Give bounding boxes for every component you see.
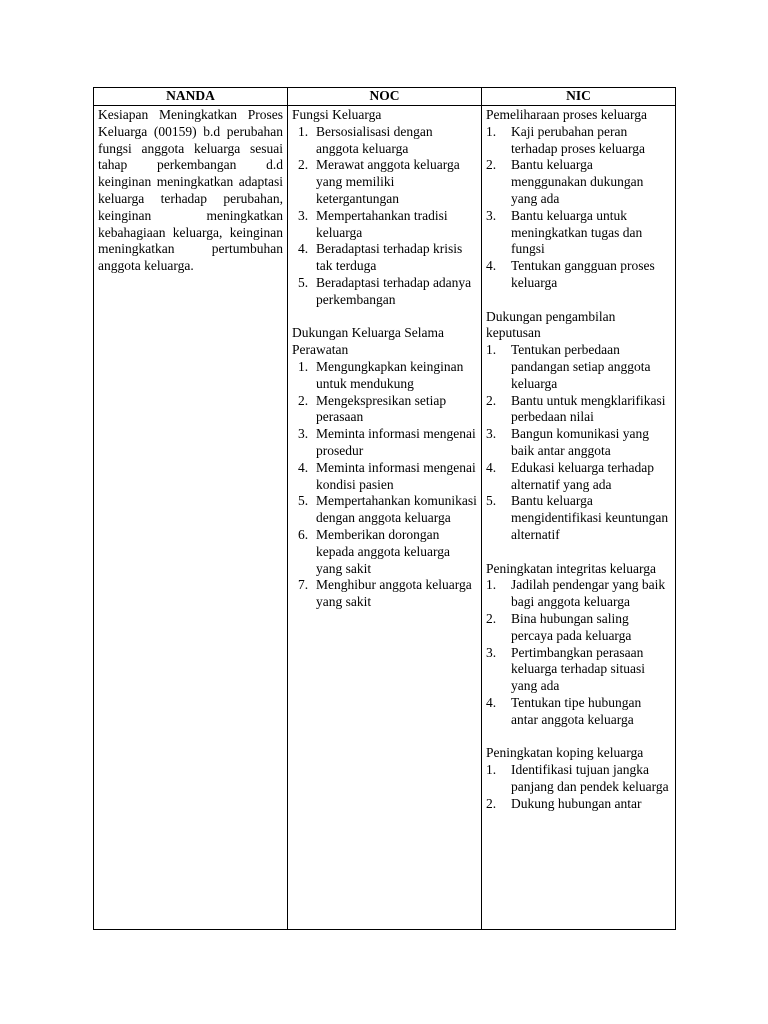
- nic-section-title: Dukungan pengambilan keputusan: [486, 308, 616, 341]
- nic-list-item: [486, 342, 671, 392]
- nic-item-number: 2.: [486, 795, 497, 811]
- header-nic: NIC: [482, 88, 676, 106]
- noc-item-text: Memberikan dorongan kepada anggota keluarga yang sakit: [316, 526, 450, 576]
- noc-item-number: 2.: [298, 157, 309, 173]
- noc-item-text: Meminta informasi mengenai kondisi pasien: [316, 459, 476, 492]
- noc-list-item: [292, 241, 477, 275]
- nic-item-number: 1.: [486, 342, 497, 358]
- nic-item-list: [486, 762, 671, 812]
- noc-list-item: [292, 359, 477, 393]
- nic-list-item: [486, 124, 671, 158]
- noc-item-number: 4.: [298, 459, 309, 475]
- noc-item-number: 5.: [298, 274, 309, 290]
- nic-item-text: Bangun komunikasi yang baik antar anggota: [511, 426, 649, 458]
- nic-item-text: Kaji perubahan peran terhadap proses keluarga: [511, 123, 645, 156]
- noc-item-text: Mengekspresikan setiap perasaan: [316, 392, 447, 425]
- noc-list-item: [292, 275, 477, 309]
- nic-item-text: Tentukan tipe hubungan antar anggota keluarga: [511, 694, 642, 727]
- nic-section-title: Peningkatan koping keluarga: [486, 745, 644, 761]
- nic-item-text: Identifikasi tujuan jangka panjang dan pendek keluarga: [511, 762, 669, 794]
- nic-sections: [486, 107, 671, 812]
- noc-item-number: 7.: [298, 577, 309, 593]
- nic-section-spacer: [486, 728, 671, 745]
- nic-item-number: 4.: [486, 258, 497, 274]
- nic-list-item: [486, 393, 671, 427]
- noc-item-text: Beradaptasi terhadap adanya perkembangan: [316, 274, 472, 307]
- nic-section: [486, 745, 671, 812]
- nic-section: [486, 107, 671, 292]
- noc-section: [292, 107, 477, 309]
- noc-item-list: [292, 124, 477, 309]
- nic-cell: [482, 106, 676, 930]
- nic-list-item: [486, 493, 671, 543]
- nic-list-item: [486, 695, 671, 729]
- nic-list-item: [486, 258, 671, 292]
- noc-item-text: Mempertahankan tradisi keluarga: [316, 207, 448, 240]
- nic-list-item: [486, 762, 671, 796]
- noc-list-item: [292, 208, 477, 242]
- nic-item-list: [486, 124, 671, 292]
- noc-item-number: 3.: [298, 426, 309, 442]
- nic-item-text: Tentukan perbedaan pandangan setiap anggota keluarga: [511, 342, 651, 391]
- noc-item-number: 3.: [298, 207, 309, 223]
- nic-item-number: 4.: [486, 459, 497, 475]
- noc-list-item: [292, 124, 477, 158]
- nic-list-item: [486, 645, 671, 695]
- nic-section-title: Peningkatan integritas keluarga: [486, 560, 656, 576]
- nic-item-number: 5.: [486, 493, 497, 509]
- nic-list-item: [486, 208, 671, 258]
- noc-section-spacer: [292, 309, 477, 326]
- nic-section: [486, 561, 671, 729]
- nic-section-spacer: [486, 544, 671, 561]
- nic-item-text: Jadilah pendengar yang baik bagi anggota keluarga: [511, 577, 666, 610]
- nic-item-number: 2.: [486, 610, 497, 626]
- nic-list-item: [486, 157, 671, 207]
- nic-list-item: [486, 611, 671, 645]
- noc-section-title: Dukungan Keluarga Selama Perawatan: [292, 325, 444, 358]
- noc-list-item: [292, 426, 477, 460]
- nic-item-number: 3.: [486, 207, 497, 223]
- nic-item-number: 1.: [486, 123, 497, 139]
- noc-item-number: 1.: [298, 123, 309, 139]
- noc-sections: [292, 107, 477, 611]
- nic-item-text: Bantu keluarga mengidentifikasi keuntungan alternatif: [511, 493, 669, 542]
- noc-item-text: Beradaptasi terhadap krisis tak terduga: [316, 241, 463, 274]
- nic-item-text: Bantu keluarga untuk meningkatkan tugas dan fungsi: [511, 207, 643, 257]
- nic-item-number: 2.: [486, 392, 497, 408]
- noc-item-number: 4.: [298, 241, 309, 257]
- noc-list-item: [292, 393, 477, 427]
- nic-item-text: Tentukan gangguan proses keluarga: [511, 258, 655, 290]
- nic-item-list: [486, 577, 671, 728]
- noc-item-text: Mengungkapkan keinginan untuk mendukung: [316, 358, 464, 391]
- nic-item-number: 1.: [486, 762, 497, 778]
- content-row: [94, 106, 676, 930]
- noc-item-text: Menghibur anggota keluarga yang sakit: [316, 577, 472, 610]
- noc-item-text: Mempertahankan komunikasi dengan anggota keluarga: [316, 493, 477, 526]
- noc-item-number: 6.: [298, 526, 309, 542]
- nic-item-text: Pertimbangkan perasaan keluarga terhadap situasi yang ada: [511, 644, 645, 694]
- noc-list-item: [292, 157, 477, 207]
- nic-item-text: Bina hubungan saling percaya pada keluarga: [511, 610, 632, 643]
- nic-item-number: 3.: [486, 644, 497, 660]
- noc-list-item: [292, 460, 477, 494]
- header-nanda: NANDA: [94, 88, 288, 106]
- nic-section: [486, 309, 671, 544]
- nic-item-text: Edukasi keluarga terhadap alternatif yang ada: [511, 459, 654, 492]
- noc-item-text: Merawat anggota keluarga yang memiliki ketergantungan: [316, 157, 460, 206]
- noc-section: [292, 325, 477, 611]
- nic-item-number: 3.: [486, 426, 497, 442]
- noc-item-number: 2.: [298, 392, 309, 408]
- noc-item-list: [292, 359, 477, 611]
- noc-item-number: 5.: [298, 493, 309, 509]
- noc-item-text: Meminta informasi mengenai prosedur: [316, 426, 476, 458]
- noc-list-item: [292, 527, 477, 577]
- noc-list-item: [292, 493, 477, 527]
- nic-list-item: [486, 796, 671, 813]
- noc-cell: [288, 106, 482, 930]
- nic-item-text: Dukung hubungan antar: [511, 795, 642, 811]
- nic-item-text: Bantu untuk mengklarifikasi perbedaan nilai: [511, 392, 666, 425]
- nic-list-item: [486, 426, 671, 460]
- nic-item-number: 1.: [486, 577, 497, 593]
- noc-item-text: Bersosialisasi dengan anggota keluarga: [316, 123, 433, 156]
- nic-section-title: Pemeliharaan proses keluarga: [486, 107, 647, 122]
- nic-item-number: 2.: [486, 157, 497, 173]
- nic-item-list: [486, 342, 671, 544]
- nic-item-number: 4.: [486, 694, 497, 710]
- noc-section-title: Fungsi Keluarga: [292, 107, 382, 122]
- nic-item-text: Bantu keluarga menggunakan dukungan yang ada: [511, 157, 644, 206]
- noc-list-item: [292, 577, 477, 611]
- header-noc: NOC: [288, 88, 482, 106]
- nursing-care-plan-table: [93, 87, 676, 930]
- nanda-diagnosis-text: Kesiapan Meningkatkan Proses Keluarga (00159) b.d perubahan fungsi anggota keluarga sesuai tahap perkembangan d.d keinginan meningkatkan adaptasi keluarga terhadap perubahan, keinginan meningkatkan kebahagiaan keluarga, keinginan meningkatkan pertumbuhan anggota keluarga.: [98, 107, 283, 274]
- nic-section-spacer: [486, 292, 671, 309]
- header-row: [94, 88, 676, 106]
- nic-list-item: [486, 460, 671, 494]
- nanda-cell: [94, 106, 288, 930]
- noc-item-number: 1.: [298, 358, 309, 374]
- nic-list-item: [486, 577, 671, 611]
